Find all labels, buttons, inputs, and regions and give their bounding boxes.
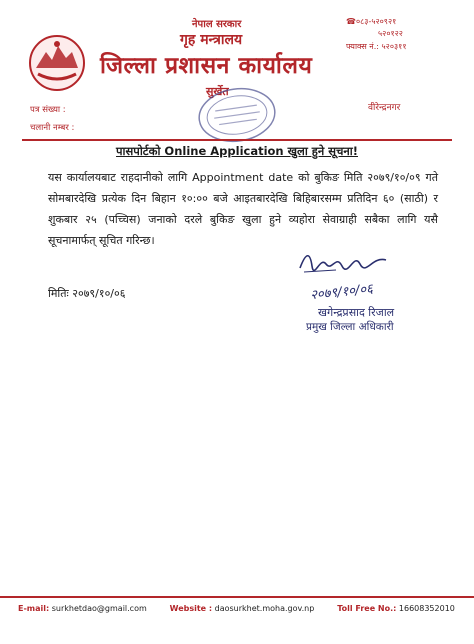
handwritten-signature-icon xyxy=(296,246,392,278)
fax-number xyxy=(346,41,406,52)
toll-free-number: 16608352010 xyxy=(398,604,455,613)
fax-value: ५२०३११ xyxy=(381,42,407,51)
footer-divider xyxy=(0,596,474,598)
toll-free-label: Toll Free No.: xyxy=(337,604,397,613)
nepal-emblem-icon xyxy=(28,34,86,92)
email-address: surkhetdao@gmail.com xyxy=(51,604,147,613)
website-url: daosurkhet.moha.gov.np xyxy=(214,604,315,613)
ministry-name: गृह मन्त्रालय xyxy=(180,32,243,48)
officer-name: खगेन्द्रप्रसाद रिजाल xyxy=(318,306,395,319)
phone-number-1: ☎०८३-५२०९२१ xyxy=(346,17,397,26)
email-label: E-mail: xyxy=(18,604,50,613)
header-divider xyxy=(22,139,452,141)
office-name: जिल्ला प्रशासन कार्यालय xyxy=(100,53,313,79)
place-name: वीरेन्द्रनगर xyxy=(368,103,401,113)
website-label: Website : xyxy=(169,604,213,613)
notice-title: पासपोर्टको Online Application खुला हुने सूचना! xyxy=(116,144,358,158)
signature-date: २०७९/१०/०६ xyxy=(309,281,374,304)
notice-body: यस कार्यालयबाट राहदानीको लागि Appointment date को बुकिङ मिति २०७९/१०/०९ गते सोमबारदेखि प्रत्येक दिन बिहान १०:०० बजे आइतबारदेखि बिहिबारसम्म प्रतिदिन ६० (साठी) र शुकबार २५ (पच्चिस) जनाको दरले बुकिङ खुला हुने व्यहोरा सेवाग्राही सबैका लागि यसै सूचनामार्फत् सूचित गरिन्छ। xyxy=(48,171,438,247)
government-name: नेपाल सरकार xyxy=(192,19,242,30)
fax-label: फ्याक्स नं.: xyxy=(346,42,379,51)
phone-number-2: ५२०१२२ xyxy=(378,29,403,38)
notice-date: मितिः २०७९/१०/०६ xyxy=(48,287,126,300)
reference-number-label: पत्र संख्या : xyxy=(30,105,66,115)
officer-designation: प्रमुख जिल्ला अधिकारी xyxy=(306,321,394,333)
footer-contact xyxy=(18,604,455,613)
dispatch-number-label: चलानी नम्बर : xyxy=(30,123,75,133)
district-name: सुर्खेत xyxy=(206,85,229,98)
